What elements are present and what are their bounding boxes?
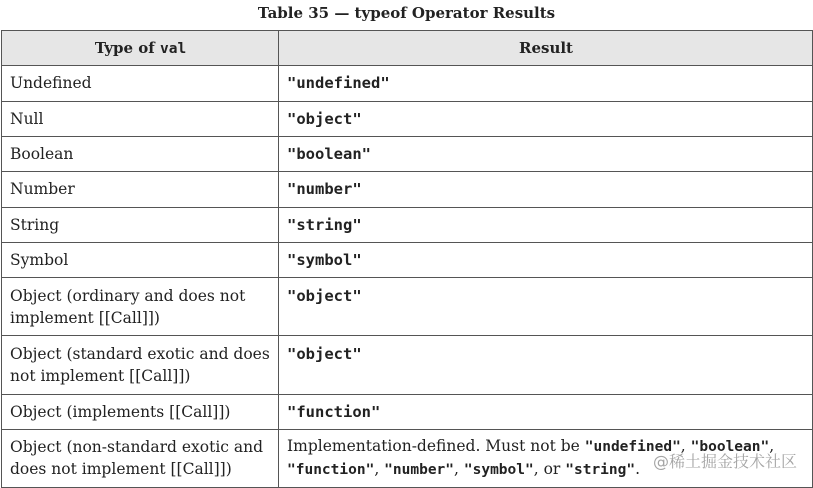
table-row [2, 101, 813, 136]
result-cell: "number" [279, 172, 813, 207]
type-cell: Undefined [2, 66, 279, 101]
table-header-row [2, 31, 813, 66]
type-cell: Null [2, 101, 279, 136]
table-row [2, 242, 813, 277]
result-cell: "object" [279, 101, 813, 136]
type-cell: Object (non-standard exotic and does not implement [[Call]]) [2, 429, 279, 487]
result-cell: "string" [279, 207, 813, 242]
watermark: @稀土掘金技术社区 [652, 452, 797, 471]
type-cell: Boolean [2, 136, 279, 171]
table-row [2, 172, 813, 207]
type-cell: Number [2, 172, 279, 207]
header-result: Result [279, 31, 813, 66]
typeof-results-table [1, 30, 813, 488]
result-cell: "symbol" [279, 242, 813, 277]
header-type-of-val: Type of val [2, 31, 279, 66]
table-title: Table 35 — typeof Operator Results [257, 4, 556, 22]
table-row [2, 136, 813, 171]
result-cell: "function" [279, 394, 813, 429]
result-cell: "undefined" [279, 66, 813, 101]
header-val-code: val [159, 40, 187, 57]
table-row [2, 336, 813, 394]
result-cell: "object" [279, 336, 813, 394]
table-row [2, 66, 813, 101]
result-cell-implementation-defined: Implementation-defined. Must not be "undefined", "boolean", "function", "number", "symbol", or "string". [279, 429, 813, 487]
type-cell: Object (standard exotic and does not implement [[Call]]) [2, 336, 279, 394]
table-row [2, 394, 813, 429]
type-cell: String [2, 207, 279, 242]
type-cell: Object (ordinary and does not implement [[Call]]) [2, 278, 279, 336]
type-cell: Symbol [2, 242, 279, 277]
table-row [2, 278, 813, 336]
result-cell: "boolean" [279, 136, 813, 171]
type-cell: Object (implements [[Call]]) [2, 394, 279, 429]
table-row [2, 207, 813, 242]
result-cell: "object" [279, 278, 813, 336]
